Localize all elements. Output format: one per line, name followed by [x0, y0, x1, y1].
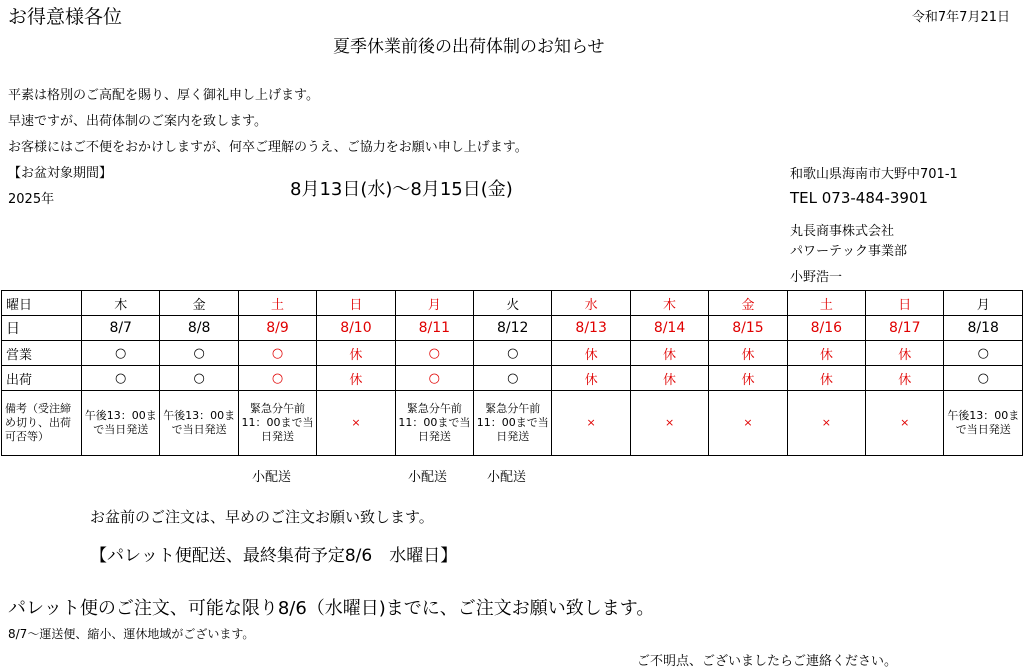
recipient-heading: お得意様各位	[8, 6, 123, 28]
pallet-request-notice: パレット便のご注文、可能な限り8/6（水曜日)までに、ご注文お願い致します。	[8, 598, 655, 619]
weekday-cell: 木	[630, 291, 708, 316]
operation-cell: ○	[395, 341, 473, 366]
operation-cell: ○	[82, 341, 160, 366]
note-cell: ×	[709, 391, 787, 456]
shipping-cell: 休	[709, 366, 787, 391]
note-cell: ×	[787, 391, 865, 456]
operation-cell: ○	[944, 341, 1023, 366]
shipping-cell: 休	[552, 366, 630, 391]
operation-cell: 休	[866, 341, 944, 366]
early-order-notice: お盆前のご注文は、早めのご注文お願い致します。	[90, 508, 434, 526]
date-cell: 8/7	[82, 316, 160, 341]
greeting-line: 平素は格別のご高配を賜り、厚く御礼申し上げます。	[8, 88, 319, 103]
shipping-cell: 休	[787, 366, 865, 391]
notes-row	[2, 391, 1023, 456]
date-cell: 8/10	[317, 316, 395, 341]
company-department: パワーテック事業部	[790, 244, 908, 259]
date-cell: 8/17	[866, 316, 944, 341]
note-cell: ×	[630, 391, 708, 456]
row-header-weekday: 曜日	[2, 291, 82, 316]
date-cell: 8/13	[552, 316, 630, 341]
operation-cell: 休	[630, 341, 708, 366]
date-row	[2, 316, 1023, 341]
operation-cell: ○	[474, 341, 552, 366]
date-cell: 8/12	[474, 316, 552, 341]
period-label: 【お盆対象期間】	[8, 166, 113, 181]
operation-cell: 休	[787, 341, 865, 366]
note-cell: 午後13：00まで当日発送	[82, 391, 160, 456]
note-cell: ×	[317, 391, 395, 456]
date-cell: 8/11	[395, 316, 473, 341]
operation-cell: 休	[317, 341, 395, 366]
weekday-row	[2, 291, 1023, 316]
weekday-cell: 木	[82, 291, 160, 316]
operation-cell: ○	[238, 341, 316, 366]
shipping-cell: 休	[866, 366, 944, 391]
document-title: 夏季休業前後の出荷体制のお知らせ	[333, 37, 605, 57]
shipping-cell: ○	[395, 366, 473, 391]
contact-footer: ご不明点、ございましたらご連絡ください。	[637, 654, 898, 669]
date-cell: 8/15	[709, 316, 787, 341]
weekday-cell: 土	[238, 291, 316, 316]
operation-cell: 休	[552, 341, 630, 366]
row-header-operation: 営業	[2, 341, 82, 366]
date-cell: 8/8	[160, 316, 238, 341]
row-header-shipping: 出荷	[2, 366, 82, 391]
weekday-cell: 日	[317, 291, 395, 316]
small-delivery-label: 小配送	[487, 470, 527, 485]
row-header-date: 日	[2, 316, 82, 341]
note-cell: 午後13：00まで当日発送	[160, 391, 238, 456]
operation-cell: 休	[709, 341, 787, 366]
shipping-schedule-table	[1, 290, 1023, 456]
note-cell: 午後13：00まで当日発送	[944, 391, 1023, 456]
shipping-cell: ○	[238, 366, 316, 391]
row-header-notes: 備考（受注締め切り、出荷可否等）	[2, 391, 82, 456]
shipping-cell: 休	[630, 366, 708, 391]
period-year: 2025年	[8, 192, 55, 207]
note-cell: ×	[552, 391, 630, 456]
date-cell: 8/14	[630, 316, 708, 341]
date-cell: 8/16	[787, 316, 865, 341]
company-address: 和歌山県海南市大野中701-1	[790, 167, 958, 182]
small-delivery-label: 小配送	[252, 470, 292, 485]
company-tel: TEL 073-484-3901	[790, 189, 929, 207]
weekday-cell: 月	[395, 291, 473, 316]
shipping-cell: 休	[317, 366, 395, 391]
period-value: 8月13日(水)～8月15日(金)	[290, 179, 513, 200]
note-cell: 緊急分午前11：00まで当日発送	[474, 391, 552, 456]
weekday-cell: 日	[866, 291, 944, 316]
shipping-cell: ○	[474, 366, 552, 391]
contact-person: 小野浩一	[790, 270, 843, 285]
transport-notice: 8/7～運送便、縮小、運休地域がございます。	[8, 627, 255, 641]
greeting-line: 早速ですが、出荷体制のご案内を致します。	[8, 114, 267, 129]
shipping-cell: ○	[944, 366, 1023, 391]
shipping-row	[2, 366, 1023, 391]
date-cell: 8/18	[944, 316, 1023, 341]
weekday-cell: 水	[552, 291, 630, 316]
company-name: 丸長商事株式会社	[790, 224, 895, 239]
weekday-cell: 土	[787, 291, 865, 316]
shipping-cell: ○	[160, 366, 238, 391]
weekday-cell: 金	[160, 291, 238, 316]
note-cell: 緊急分午前11：00まで当日発送	[238, 391, 316, 456]
small-delivery-label: 小配送	[408, 470, 448, 485]
weekday-cell: 金	[709, 291, 787, 316]
pallet-deadline-notice: 【パレット便配送、最終集荷予定8/6 水曜日】	[90, 546, 458, 566]
operation-cell: ○	[160, 341, 238, 366]
note-cell: 緊急分午前11：00まで当日発送	[395, 391, 473, 456]
operation-row	[2, 341, 1023, 366]
note-cell: ×	[866, 391, 944, 456]
date-cell: 8/9	[238, 316, 316, 341]
shipping-cell: ○	[82, 366, 160, 391]
weekday-cell: 月	[944, 291, 1023, 316]
weekday-cell: 火	[474, 291, 552, 316]
issue-date: 令和7年7月21日	[911, 10, 1010, 25]
greeting-line: お客様にはご不便をおかけしますが、何卒ご理解のうえ、ご協力をお願い申し上げます。	[8, 140, 528, 155]
